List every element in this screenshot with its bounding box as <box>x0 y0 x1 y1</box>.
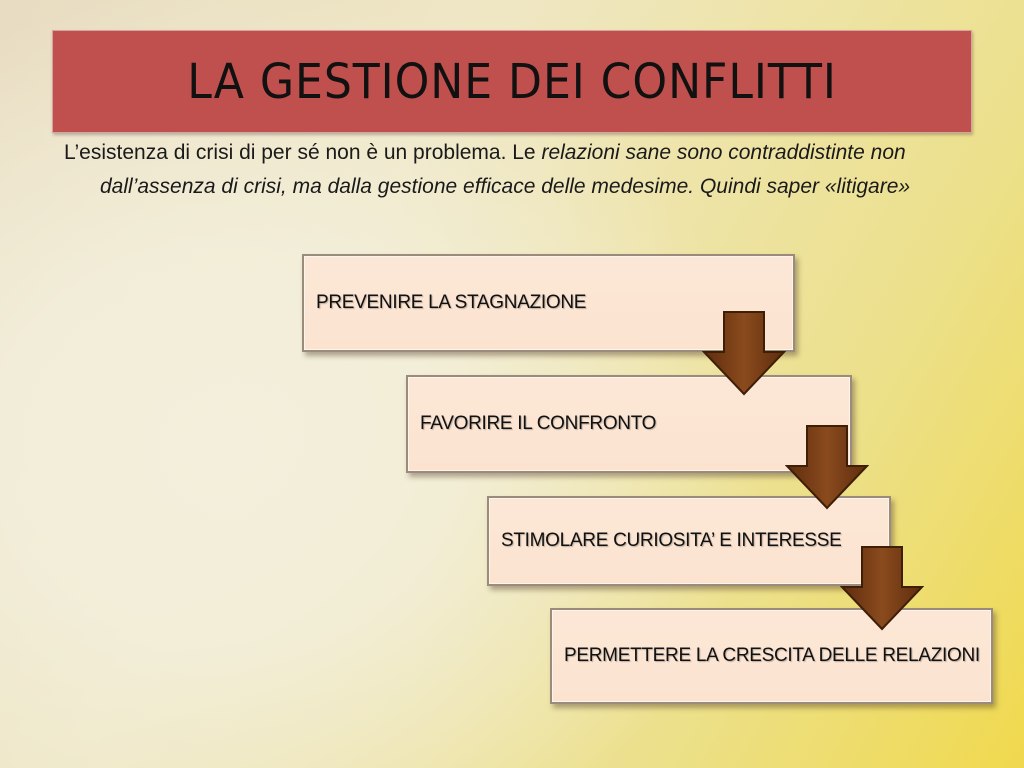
down-arrow-icon <box>840 545 924 631</box>
step-label: FAVORIRE IL CONFRONTO <box>420 413 657 434</box>
title-bar <box>52 30 972 133</box>
down-arrow-icon <box>785 424 869 510</box>
intro-paragraph <box>64 136 970 204</box>
down-arrow-icon <box>702 310 786 396</box>
intro-plain-text: L’esistenza di crisi di per sé non è un problema. Le <box>64 141 542 164</box>
step-label: PREVENIRE LA STAGNAZIONE <box>316 292 587 313</box>
step-label: PERMETTERE LA CRESCITA DELLE RELAZIONI <box>564 645 980 666</box>
intro-emphasis-text: relazioni sane sono contraddistinte non dall’assenza di crisi, ma dalla gestione efficace delle medesime. Quindi saper «litigare» <box>100 141 911 198</box>
step-box-4 <box>550 608 993 704</box>
slide-title: LA GESTIONE DEI CONFLITTI <box>187 53 837 110</box>
step-label: STIMOLARE CURIOSITA’ E INTERESSE <box>501 530 842 551</box>
